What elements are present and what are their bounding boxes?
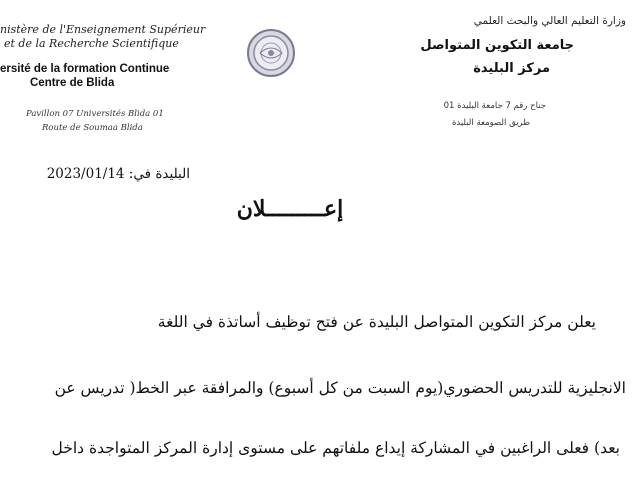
- address-line1-ar: جناح رقم 7 جامعة البليدة 01: [443, 101, 546, 111]
- ministry-research-fr: et de la Recherche Scientifique: [4, 37, 179, 50]
- ministry-name-fr: nistère de l'Enseignement Supérieur: [0, 23, 206, 36]
- address-line2-fr: Route de Soumaa Blida: [42, 123, 143, 133]
- body-line-1: يعلن مركز التكوين المتواصل البليدة عن فتح توظيف أساتذة في اللغة: [157, 313, 596, 331]
- center-name-fr: Centre de Blida: [30, 77, 115, 89]
- date-line: البليدة في: 2023/01/14: [46, 166, 190, 182]
- ministry-name-ar: وزارة التعليم العالي والبحث العلمي: [473, 15, 626, 27]
- university-name-ar: جامعة التكوين المتواصل: [420, 38, 574, 53]
- address-line2-ar: طريق الصومعة البليدة: [451, 118, 530, 128]
- center-name-ar: مركز البليدة: [473, 61, 550, 76]
- university-name-fr: ersité de la formation Continue: [0, 63, 170, 75]
- university-seal-icon: [246, 28, 296, 78]
- address-line1-fr: Pavillon 07 Universités Blida 01: [26, 109, 164, 119]
- body-line-2: الانجليزية للتدريس الحضوري(يوم السبت من كل أسبوع) والمرافقة عبر الخط( تدريس عن: [54, 379, 626, 397]
- announcement-title: إعـــــــــلان: [236, 196, 344, 222]
- body-line-3: بعد) فعلى الراغبين في المشاركة إيداع ملفاتهم على مستوى إدارة المركز المتواجدة داخل: [51, 439, 620, 457]
